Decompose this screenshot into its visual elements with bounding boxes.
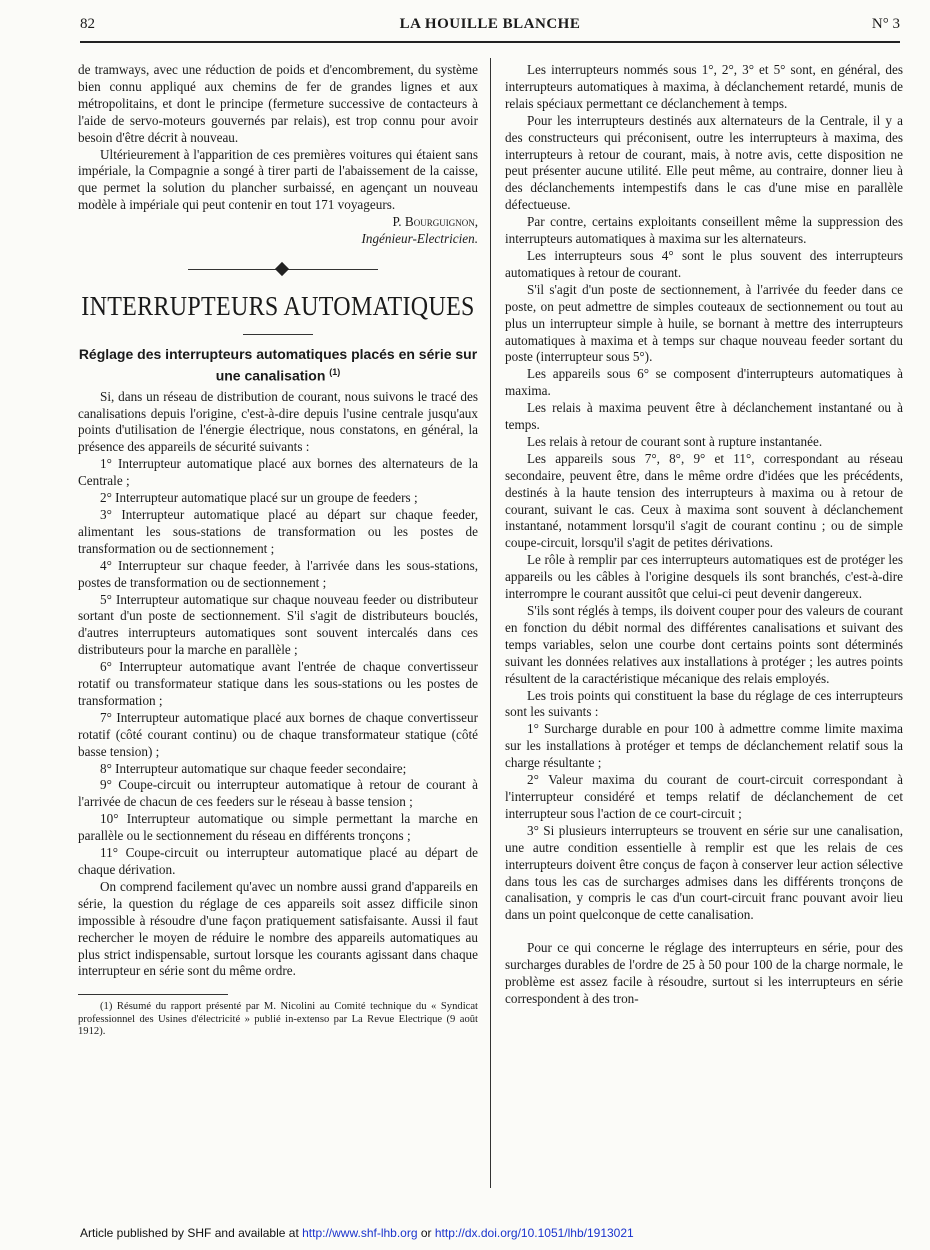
right-column [505, 62, 903, 1008]
body-paragraph: S'il s'agit d'un poste de sectionnement, à l'arrivée du feeder dans ce poste, on peut admettre de simples couteaux de sectionnement ou tout au plus un interrupteur simple à huile, se bornant à mettre des interrupteurs automatiques à maxima et à temps sur chaque nouveau feeder sortant du poste (interrupteur sous 5°). [505, 281, 903, 365]
body-paragraph: Les relais à retour de courant sont à rupture instantanée. [527, 433, 823, 449]
title-rule [243, 334, 313, 335]
body-paragraph: Le rôle à remplir par ces interrupteurs automatiques est de protéger les appareils ou les câbles à l'origine desquels ils sont branchés, c'est-à-dire interrompre le courant aussitôt que celui-ci peut devenir dangereux. [505, 552, 903, 602]
article-title: INTERRUPTEURS AUTOMATIQUES [81, 292, 475, 322]
left-column [78, 62, 478, 1039]
citation-prefix: Article published by SHF and available at [80, 1226, 303, 1240]
body-paragraph: Pour les interrupteurs destinés aux alternateurs de la Centrale, il y a des constructeurs qui préconisent, outre les interrupteurs à maxima, des interrupteurs à retour de courant, mais, à notre avis, cette disposition ne peut présenter aucune utilité. Elle peut même, au contraire, donner lieu à des déclanchements intempestifs dans le cas d'une mise en parallèle défectueuse. [505, 112, 903, 213]
journal-title: LA HOUILLE BLANCHE [399, 16, 581, 32]
article-subtitle [78, 345, 478, 385]
footnote-separator [78, 994, 228, 995]
page-number: 82 [80, 16, 95, 32]
continuation-paragraph: Ultérieurement à l'apparition de ces premières voitures qui étaient sans impériale, la Compagnie a songé à tirer parti de l'abaissement de la caisse, que permet la solution du plancher surbaissé, en agençant un nouveau modèle à impériale qui peut contenir en tout 171 voyageurs. [78, 146, 478, 213]
list-item: 2° Interrupteur automatique placé sur un groupe de feeders ; [100, 490, 418, 506]
list-item: 7° Interrupteur automatique placé aux bornes de chaque convertisseur rotatif (côté courant continu) ou de chaque transformateur statique (côté basse tension) ; [78, 709, 478, 759]
list-item: 1° Surcharge durable en pour 100 à admettre comme limite maxima sur les installations à protéger et temps de déclanchement relatif sous la charge résultante ; [505, 721, 903, 771]
author-title: Ingénieur-Electricien. [361, 231, 478, 247]
list-item: 6° Interrupteur automatique avant l'entrée de chaque convertisseur rotatif ou transformateur statique dans les sous-stations ou les postes de transformation ; [78, 659, 478, 708]
running-header [80, 10, 900, 40]
body-paragraph: Les relais à maxima peuvent être à déclanchement instantané ou à temps. [505, 400, 903, 433]
article-subtitle-text: Réglage des interrupteurs automatiques placés en série sur une canalisation [78, 345, 478, 384]
list-item: 8° Interrupteur automatique sur chaque feeder secondaire; [100, 760, 407, 776]
header-rule [80, 41, 900, 43]
section-ornament [78, 258, 478, 280]
list-item: 4° Interrupteur sur chaque feeder, à l'arrivée dans les sous-stations, postes de transformation ou de sectionnement ; [78, 557, 478, 590]
column-divider [490, 58, 491, 1188]
body-paragraph: On comprend facilement qu'avec un nombre aussi grand d'appareils en série, la question du réglage de ces appareils soit assez difficile sinon impossible à résoudre d'une façon pratiquement satisfaisante. Aussi il faut rechercher le moyen de réduire le nombre des appareils automatiques au plus strict indispensable, surtout lorsque les courants agissant dans chaque interrupteur en série sont du même ordre. [78, 878, 478, 979]
list-item: 3° Si plusieurs interrupteurs se trouvent en série sur une canalisation, une autre condition essentielle à remplir est que les relais de ces interrupteurs doivent être conçus de façon à conserver leur action sélective dans tous les cas de surcharges admises dans les différents tronçons de canalisation, y compris le cas d'un court-circuit franc pouvant avoir lieu dans un point quelconque de cette canalisation. [505, 822, 903, 923]
list-item: 1° Interrupteur automatique placé aux bornes des alternateurs de la Centrale ; [78, 456, 478, 489]
body-paragraph: Les appareils sous 7°, 8°, 9° et 11°, correspondant au réseau secondaire, peuvent être, dans le même ordre d'idées que les précédents, destinés à la haute tension des interrupteurs à maxima ou à retour de courant, suivant le cas. Ceux à maxima sont souvent à déclanchement instantané, notamment lorsqu'il s'agit de courant continu ; ou de simple coupe-circuit, lorsqu'il s'agit de petites dérivations. [505, 450, 903, 551]
body-paragraph: Les appareils sous 6° se composent d'interrupteurs automatiques à maxima. [505, 366, 903, 399]
list-item: 9° Coupe-circuit ou interrupteur automatique à retour de courant à l'arrivée de chacun de ces feeders sur le réseau à basse tension ; [78, 777, 478, 810]
list-item: 2° Valeur maxima du courant de court-circuit correspondant à l'interrupteur considéré et temps relatif de déclanchement de cet interrupteur sous l'action de ce court-circuit ; [505, 772, 903, 821]
citation-middle: or [417, 1226, 435, 1240]
body-paragraph: Par contre, certains exploitants conseillent même la suppression des interrupteurs automatiques à maxima sur les alternateurs. [505, 214, 903, 247]
list-item: 3° Interrupteur automatique placé au départ sur chaque feeder, alimentant les sous-stations de transformation ou les postes de transformation ou de sectionnement ; [78, 506, 478, 556]
citation-line [80, 1226, 634, 1240]
footnote: (1) Résumé du rapport présenté par M. Nicolini au Comité technique du « Syndicat professionnel des Usines d'électricité » publié in-extenso par La Revue Electrique (9 août 1912). [78, 1001, 478, 1038]
shf-link[interactable]: http://www.shf-lhb.org [302, 1226, 418, 1240]
ornament-diamond-icon [275, 262, 289, 276]
issue-number: N° 3 [871, 16, 900, 32]
footnote-marker: (1) [329, 366, 341, 377]
list-item: 5° Interrupteur automatique sur chaque nouveau feeder ou distributeur sortant d'un poste de sectionnement. S'il s'agit de distributeurs bouclés, d'autres interrupteurs automatiques sont souvent intercalés dans ces distributeurs pour la marche en parallèle ; [78, 591, 478, 658]
body-paragraph: S'ils sont réglés à temps, ils doivent couper pour des valeurs de courant en fonction du débit normal des différentes canalisations et suivant des temps variables, selon une courbe dont certains points sont déterminés suivant les données relatives aux installations à protéger ; les autres points résultent de la caractéristique mécanique des relais employés. [505, 603, 903, 686]
author-name-text: P. Bourguignon, [392, 214, 478, 230]
body-paragraph: Si, dans un réseau de distribution de courant, nous suivons le tracé des canalisations depuis l'origine, c'est-à-dire depuis l'usine centrale jusqu'aux points d'utilisation de l'énergie électrique, nous constatons, en général, la présence des appareils de sécurité suivants : [78, 388, 478, 455]
continuation-paragraph: de tramways, avec une réduction de poids et d'encombrement, du système bien connu appliqué aux chemins de fer de grandes lignes et aux métropolitains, et dont le principe (fermeture successive de contacteurs à l'aide de servo-moteurs gouvernés par relais), est trop connu pour avoir besoin d'être décrit à nouveau. [78, 62, 478, 145]
author-name [78, 214, 478, 231]
body-paragraph: Pour ce qui concerne le réglage des interrupteurs en série, pour des surcharges durables de l'ordre de 25 à 50 pour 100 de la charge normale, le problème est assez facile à résoudre, surtout si les interrupteurs en série correspondent à des tron- [505, 940, 903, 1006]
body-paragraph: Les trois points qui constituent la base du réglage de ces interrupteurs sont les suivants : [505, 687, 903, 720]
body-paragraph: Les interrupteurs nommés sous 1°, 2°, 3° et 5° sont, en général, des interrupteurs automatiques à maxima, à déclanchement retardé, munis de relais spéciaux permettant ce déclanchement à temps. [505, 62, 903, 111]
body-paragraph: Les interrupteurs sous 4° sont le plus souvent des interrupteurs automatiques à retour de courant. [505, 247, 903, 280]
doi-link[interactable]: http://dx.doi.org/10.1051/lhb/1913021 [434, 1226, 634, 1240]
list-item: 11° Coupe-circuit ou interrupteur automatique placé au départ de chaque dérivation. [78, 845, 478, 877]
list-item: 10° Interrupteur automatique ou simple permettant la marche en parallèle ou le sectionnement du réseau en différents tronçons ; [78, 811, 478, 844]
